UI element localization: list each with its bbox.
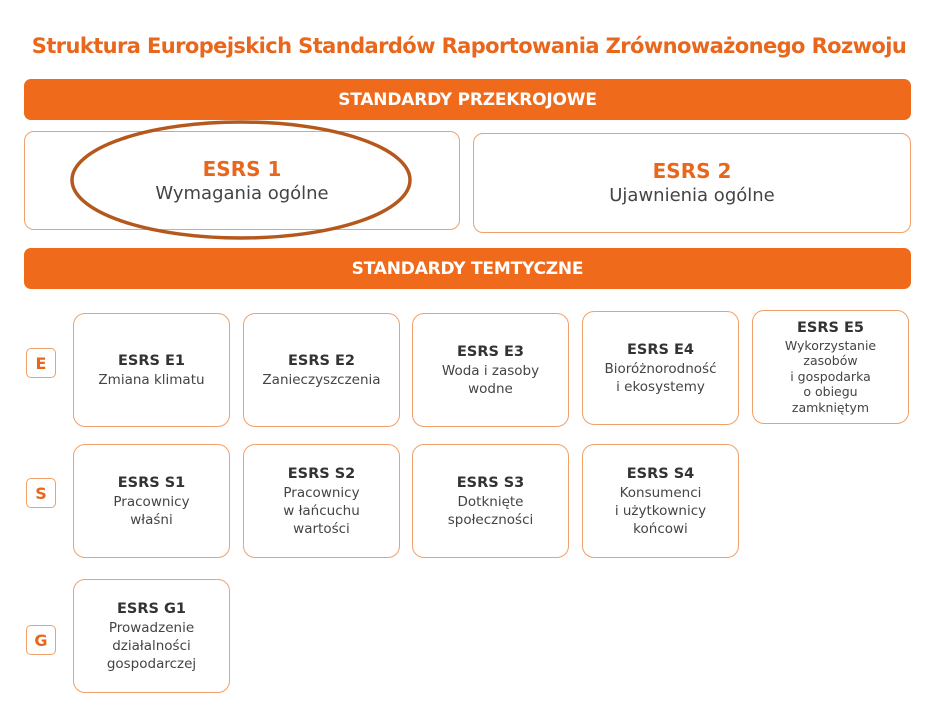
card-esrs-e1	[73, 313, 230, 427]
card-esrs-g1	[73, 579, 230, 693]
card-desc: Zmiana klimatu	[98, 371, 205, 388]
card-esrs-e5	[752, 310, 909, 424]
card-code: ESRS E4	[627, 341, 694, 358]
card-code: ESRS E2	[288, 352, 355, 369]
card-code: ESRS S4	[626, 465, 695, 482]
card-code: ESRS E1	[118, 352, 185, 369]
card-desc: Bioróżnorodność i ekosystemy	[604, 360, 717, 395]
esrs-2-code: ESRS 2	[652, 159, 732, 183]
diagram-title: Struktura Europejskich Standardów Raportowania Zrównoważonego Rozwoju	[31, 34, 907, 58]
card-desc: Pracownicy w łańcuchu wartości	[283, 484, 360, 537]
card-esrs-e4	[582, 311, 739, 425]
card-code: ESRS S1	[117, 474, 186, 491]
group-letter-g: G	[26, 625, 56, 655]
card-desc: Dotknięte społeczności	[447, 493, 534, 528]
group-letter-s: S	[26, 478, 56, 508]
card-esrs-s3	[412, 444, 569, 558]
card-desc: Konsumenci i użytkownicy końcowi	[614, 484, 707, 537]
card-code: ESRS S3	[456, 474, 525, 491]
card-code: ESRS E5	[797, 319, 864, 336]
card-code: ESRS S2	[287, 465, 356, 482]
card-desc: Zanieczyszczenia	[262, 371, 381, 388]
group-letter-e: E	[26, 348, 56, 378]
esrs-1-box	[24, 131, 460, 230]
card-esrs-s2	[243, 444, 400, 558]
card-code: ESRS G1	[117, 600, 186, 617]
card-desc: Woda i zasoby wodne	[441, 362, 540, 397]
topical-band: STANDARDY TEMTYCZNE	[24, 248, 911, 289]
esrs-1-desc: Wymagania ogólne	[155, 182, 329, 204]
card-esrs-s1	[73, 444, 230, 558]
card-esrs-e2	[243, 313, 400, 427]
card-esrs-s4	[582, 444, 739, 558]
esrs-2-box	[473, 133, 911, 233]
card-desc: Pracownicy właśni	[113, 493, 190, 528]
card-desc: Wykorzystanie zasobów i gospodarka o obiegu zamkniętym	[784, 337, 877, 415]
card-esrs-e3	[412, 313, 569, 427]
card-code: ESRS E3	[457, 343, 524, 360]
esrs-2-desc: Ujawnienia ogólne	[609, 185, 775, 206]
cross-cutting-band: STANDARDY PRZEKROJOWE	[24, 79, 911, 120]
esrs-1-code: ESRS 1	[202, 156, 282, 181]
card-desc: Prowadzenie działalności gospodarczej	[106, 619, 197, 672]
